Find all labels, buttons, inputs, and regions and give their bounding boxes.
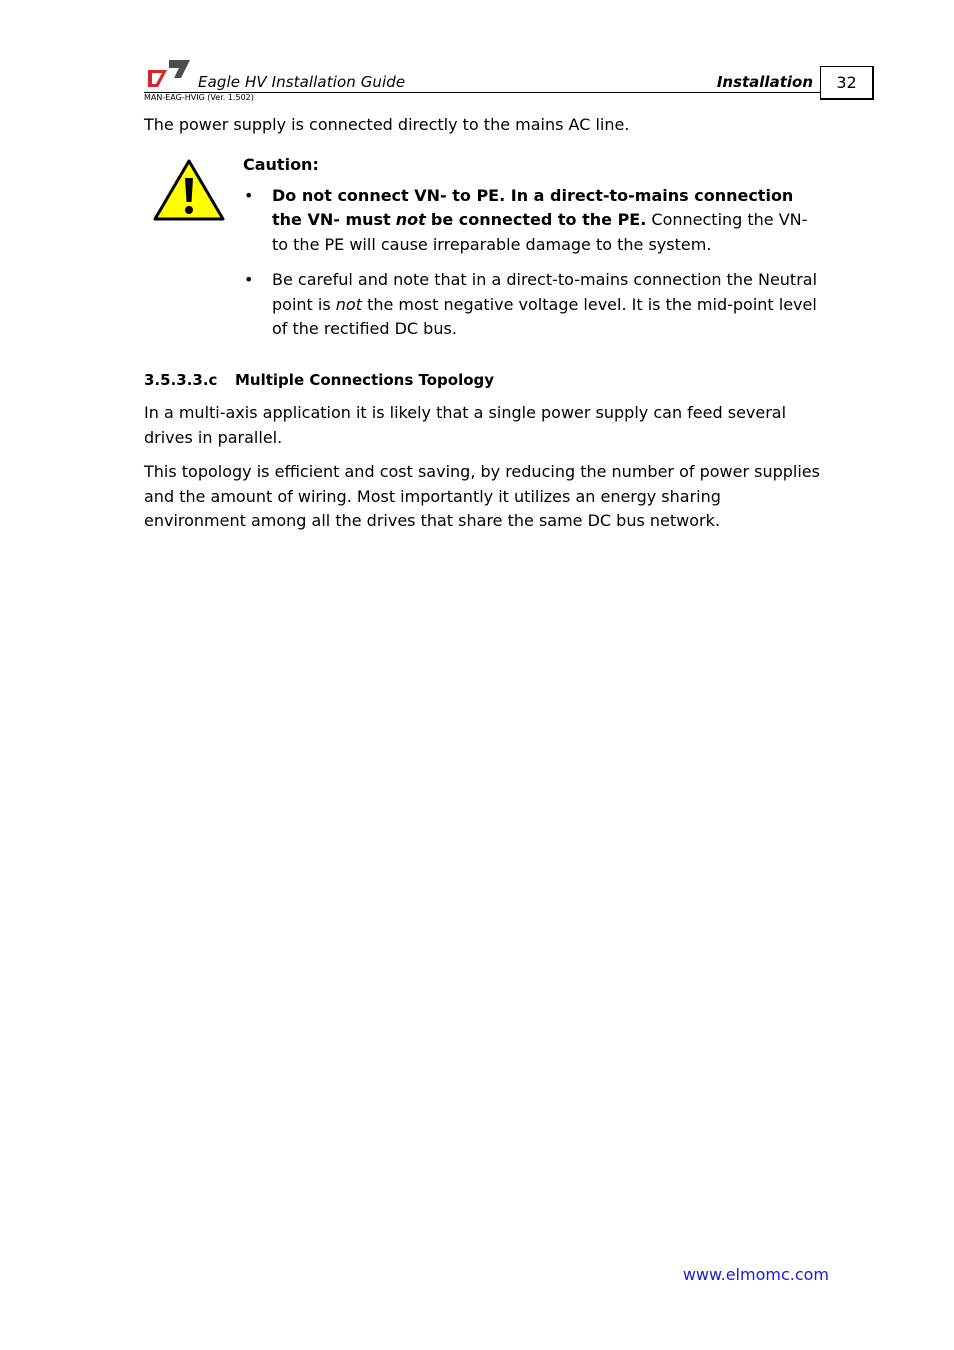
bullet-2-text-post: the most negative voltage level. It is the mid-point level of the rectified DC bus. [272, 294, 817, 338]
bullet-2-italic: not [335, 294, 362, 314]
bullet-1-text: Connecting the VN- to the PE will cause irreparable damage to the system. [272, 210, 808, 254]
document-title: Eagle HV Installation Guide [198, 73, 406, 91]
bullet-1-bold-2: be connected to the PE. [430, 210, 647, 229]
section-heading [144, 371, 494, 389]
section-paragraph-2: This topology is efficient and cost saving, by reducing the number of power supplies and the amount of wiring. Most importantly it utilizes an energy sharing environment among all the drives that share the same DC bus network. [144, 462, 820, 530]
bullet-dot: • [244, 270, 254, 289]
caution-title: Caution: [243, 155, 319, 174]
section-number: 3.5.3.3.c [144, 371, 218, 389]
bullet-1-bold: Do not connect VN- to PE. In a direct-to-mains connection the VN- must [272, 185, 794, 229]
section-name: Installation [716, 73, 813, 91]
caution-bullet-1 [243, 184, 823, 258]
caution-block [243, 153, 823, 353]
elmo-logo-icon [148, 57, 190, 87]
section-paragraph-1: In a multi-axis application it is likely that a single power supply can feed several drives in parallel. [144, 403, 787, 447]
bullet-dot: • [244, 185, 254, 205]
document-version: MAN-EAG-HVIG (Ver. 1.502) [144, 93, 254, 102]
warning-triangle-icon [152, 158, 226, 222]
page-number: 32 [820, 66, 874, 100]
website-link[interactable]: www.elmomc.com [682, 1265, 829, 1284]
caution-bullet-2 [243, 268, 823, 342]
bullet-2-text-pre: Be careful and note that in a direct-to-mains connection the Neutral point is [272, 270, 818, 314]
intro-paragraph: The power supply is connected directly to the mains AC line. [144, 115, 630, 134]
bullet-1-bold-italic: not [395, 210, 426, 229]
section-title: Multiple Connections Topology [235, 371, 495, 389]
